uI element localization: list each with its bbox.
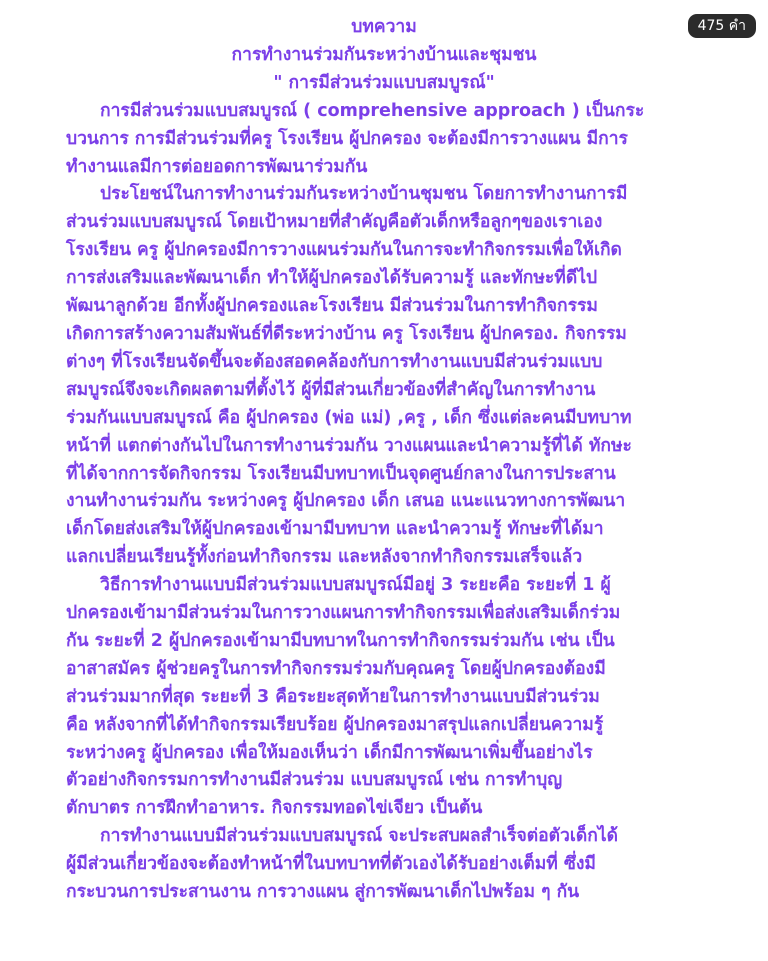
article-subtitle: " การมีส่วนร่วมแบบสมบูรณ์" — [273, 72, 495, 93]
paragraph-line: ระหว่างครู ผู้ปกครอง เพื่อให้มองเห็นว่า เด็กมีการพัฒนาเพิ่มขึ้นอย่างไร — [66, 742, 593, 763]
word-count-badge: 475 คำ — [688, 14, 756, 38]
paragraph-line: ทำงานแลมีการต่อยอดการพัฒนาร่วมกัน — [66, 156, 368, 177]
paragraph-line: แลกเปลี่ยนเรียนรู้ทั้งก่อนทำกิจกรรม และหลังจากทำกิจกรรมเสร็จแล้ว — [66, 547, 583, 568]
paragraph-line: ประโยชน์ในการทำงานร่วมกันระหว่างบ้านชุมชน โดยการทำงานการมี — [100, 184, 628, 205]
paragraph-line: การมีส่วนร่วมแบบสมบูรณ์ ( comprehensive approach ) เป็นกระ — [100, 100, 645, 121]
paragraph-line: งานทำงานร่วมกัน ระหว่างครู ผู้ปกครอง เด็ก เสนอ แนะแนวทางการพัฒนา — [66, 491, 626, 512]
paragraph-line: ต่างๆ ที่โรงเรียนจัดขึ้นจะต้องสอดคล้องกับการทำงานแบบมีส่วนร่วมแบบ — [66, 351, 603, 372]
paragraph-line: กัน ระยะที่ 2 ผู้ปกครองเข้ามามีบทบาทในการทำกิจกรรมร่วมกัน เช่น เป็น — [66, 630, 615, 651]
paragraph-line: สมบูรณ์จึงจะเกิดผลตามที่ตั้งไว้ ผู้ที่มีส่วนเกี่ยวข้องที่สำคัญในการทำงาน — [66, 379, 596, 400]
article-label: บทความ — [351, 17, 417, 37]
paragraph-3 — [66, 572, 702, 823]
paragraph-line: พัฒนาลูกด้วย อีกทั้งผู้ปกครองและโรงเรียน มีส่วนร่วมในการทำกิจกรรม — [66, 296, 598, 317]
paragraph-line: ตักบาตร การฝึกทำอาหาร. กิจกรรมทอดไข่เจียว เป็นต้น — [66, 798, 483, 819]
paragraph-line: ส่วนร่วมแบบสมบูรณ์ โดยเป้าหมายที่สำคัญคือตัวเด็กหรือลูกๆของเราเอง — [66, 212, 603, 233]
paragraph-line: โรงเรียน ครู ผู้ปกครองมีการวางแผนร่วมกันในการจะทำกิจกรรมเพื่อให้เกิด — [66, 240, 622, 261]
paragraph-line: เกิดการสร้างความสัมพันธ์ที่ดีระหว่างบ้าน ครู โรงเรียน ผู้ปกครอง. กิจกรรม — [66, 323, 627, 344]
paragraph-line: หน้าที่ แตกต่างกันไปในการทำงานร่วมกัน วางแผนและนำความรู้ที่ได้ ทักษะ — [66, 435, 632, 456]
paragraph-line: อาสาสมัคร ผู้ช่วยครูในการทำกิจกรรมร่วมกับคุณครู โดยผู้ปกครองต้องมี — [66, 658, 606, 679]
paragraph-1 — [66, 98, 702, 182]
paragraph-line: คือ หลังจากที่ได้ทำกิจกรรมเรียบร้อย ผู้ปกครองมาสรุปแลกเปลี่ยนความรู้ — [66, 714, 604, 735]
paragraph-4 — [66, 823, 702, 907]
article-title: การทำงานร่วมกันระหว่างบ้านและชุมชน — [231, 44, 537, 65]
paragraph-2 — [66, 181, 702, 572]
paragraph-line: ส่วนร่วมมากที่สุด ระยะที่ 3 คือระยะสุดท้ายในการทำงานแบบมีส่วนร่วม — [66, 686, 600, 707]
paragraph-line: ผู้มีส่วนเกี่ยวข้องจะต้องทำหน้าที่ในบทบาทที่ตัวเองได้รับอย่างเต็มที่ ซึ่งมี — [66, 854, 596, 875]
paragraph-line: การทำงานแบบมีส่วนร่วมแบบสมบูรณ์ จะประสบผลสำเร็จต่อตัวเด็กได้ — [100, 826, 618, 847]
paragraph-line: ร่วมกันแบบสมบูรณ์ คือ ผู้ปกครอง (พ่อ แม่) ,ครู , เด็ก ซึ่งแต่ละคนมีบทบาท — [66, 407, 632, 428]
paragraph-line: บวนการ การมีส่วนร่วมที่ครู โรงเรียน ผู้ปกครอง จะต้องมีการวางแผน มีการ — [66, 128, 628, 149]
paragraph-line: ปกครองเข้ามามีส่วนร่วมในการวางแผนการทำกิจกรรมเพื่อส่งเสริมเด็กร่วม — [66, 603, 621, 624]
paragraph-line: กระบวนการประสานงาน การวางแผน สู่การพัฒนาเด็กไปพร้อม ๆ กัน — [66, 882, 580, 903]
paragraph-line: ที่ได้จากการจัดกิจกรรม โรงเรียนมีบทบาทเป็นจุดศูนย์กลางในการประสาน — [66, 463, 616, 484]
paragraph-line: ตัวอย่างกิจกรรมการทำงานมีส่วนร่วม แบบสมบูรณ์ เช่น การทำบุญ — [66, 770, 563, 791]
article-body — [66, 14, 702, 907]
paragraph-line: วิธีการทำงานแบบมีส่วนร่วมแบบสมบูรณ์มีอยู่ 3 ระยะคือ ระยะที่ 1 ผู้ — [100, 575, 611, 596]
paragraph-line: การส่งเสริมและพัฒนาเด็ก ทำให้ผู้ปกครองได้รับความรู้ และทักษะที่ดีไป — [66, 268, 598, 289]
paragraph-line: เด็กโดยส่งเสริมให้ผู้ปกครองเข้ามามีบทบาท และนำความรู้ ทักษะที่ได้มา — [66, 519, 604, 540]
